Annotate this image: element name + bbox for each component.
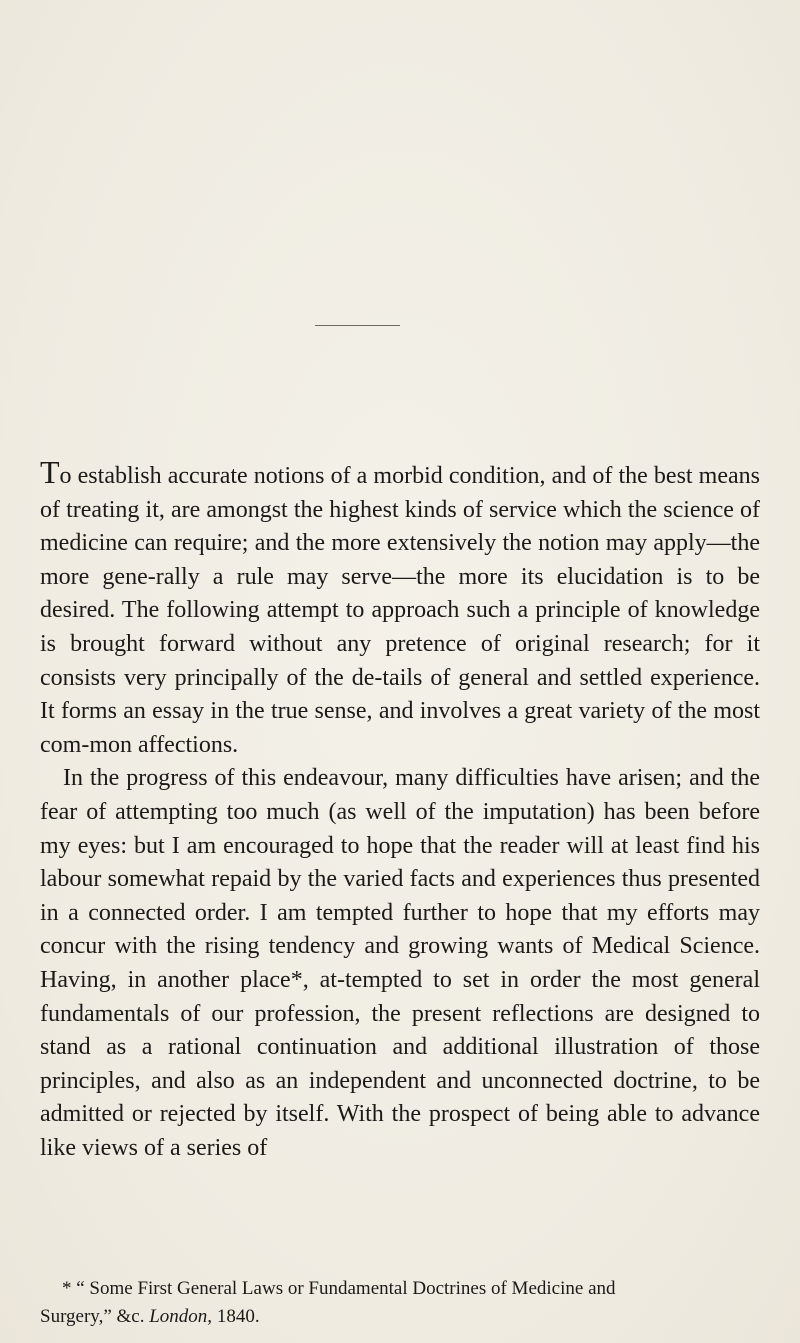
- footnote: [40, 1275, 760, 1331]
- footnote-place: London,: [149, 1306, 213, 1327]
- drop-capital: T: [40, 454, 60, 490]
- main-text: [40, 454, 760, 1165]
- section-divider-rule: [315, 325, 400, 326]
- footnote-citation: Surgery,” &c.: [40, 1306, 150, 1327]
- footnote-year: 1840.: [212, 1306, 260, 1327]
- paragraph-1: [40, 454, 760, 762]
- paragraph-1-text: o establish accurate notions of a morbid condition, and of the best means of treating it, are amongst the highest kinds of service which the science of medicine can require; and the more extensively the notion may apply—the more gene-rally a rule may serve—the more its elucidation is to be desired. The following attempt to approach such a principle of knowledge is brought forward without any pretence of original research; for it consists very principally of the de-tails of general and settled experience. It forms an essay in the true sense, and involves a great variety of the most com-mon affections.: [40, 463, 760, 758]
- paragraph-2: In the progress of this endeavour, many difficulties have arisen; and the fear of attempting too much (as well of the imputation) has been before my eyes: but I am encouraged to hope that the reader will at least find his labour somewhat repaid by the varied facts and experiences thus presented in a connected order. I am tempted further to hope that my efforts may concur with the rising tendency and growing wants of Medical Science. Having, in another place*, at-tempted to set in order the most general fundamentals of our profession, the present reflections are designed to stand as a rational continuation and additional illustration of those principles, and also as an independent and unconnected doctrine, to be admitted or rejected by itself. With the prospect of being able to advance like views of a series of: [40, 765, 760, 1161]
- footnote-line-2: [40, 1303, 760, 1331]
- footnote-line-1: * “ Some First General Laws or Fundamental Doctrines of Medicine and: [62, 1278, 616, 1299]
